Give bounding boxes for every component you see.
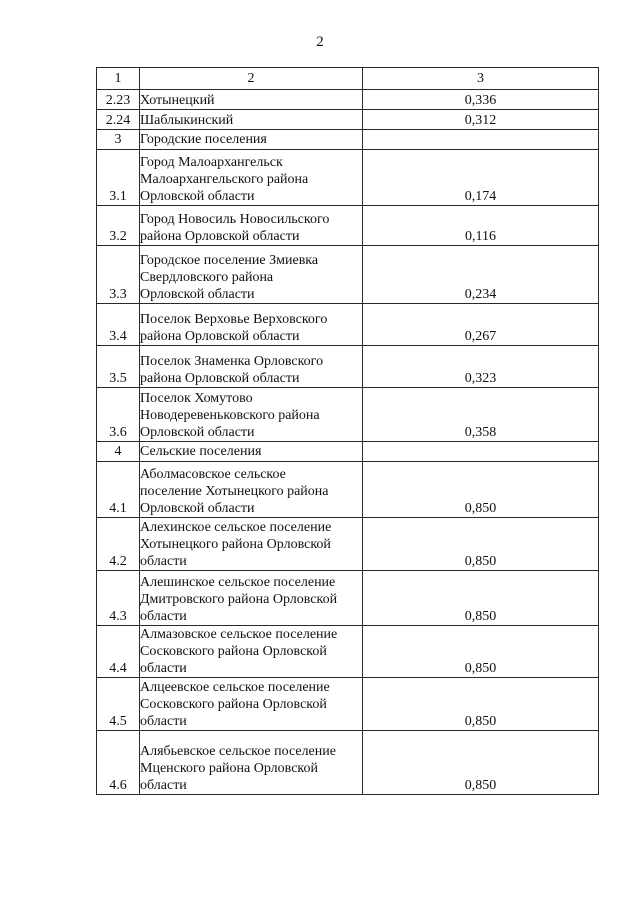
table-row xyxy=(97,90,599,110)
table-row xyxy=(97,304,599,346)
page-number: 2 xyxy=(316,34,324,50)
table-row xyxy=(97,150,599,206)
row-number: 3.2 xyxy=(97,206,140,246)
coefficient-value: 0,850 xyxy=(363,571,599,626)
settlement-name: Алцеевское сельское поселение Сосковского района Орловской области xyxy=(140,678,363,731)
row-number: 3.1 xyxy=(97,150,140,206)
coefficient-value: 0,850 xyxy=(363,518,599,571)
row-number: 4.2 xyxy=(97,518,140,571)
section-row xyxy=(97,442,599,462)
table-row xyxy=(97,731,599,795)
settlement-name: Шаблыкинский xyxy=(140,110,363,130)
row-number: 4.3 xyxy=(97,571,140,626)
table-row xyxy=(97,246,599,304)
row-number: 4 xyxy=(97,442,140,462)
coefficient-table xyxy=(96,67,599,795)
table-row xyxy=(97,518,599,571)
coefficient-value: 0,116 xyxy=(363,206,599,246)
row-number: 4.1 xyxy=(97,462,140,518)
section-title: Сельские поселения xyxy=(140,442,363,462)
row-number: 2.23 xyxy=(97,90,140,110)
table-row xyxy=(97,462,599,518)
table-header-row xyxy=(97,68,599,90)
settlement-name: Городское поселение Змиевка Свердловского района Орловской области xyxy=(140,246,363,304)
header-col-3: 3 xyxy=(363,68,599,90)
row-number: 4.5 xyxy=(97,678,140,731)
row-number: 3 xyxy=(97,130,140,150)
coefficient-value: 0,234 xyxy=(363,246,599,304)
coefficient-value: 0,358 xyxy=(363,388,599,442)
coefficient-value xyxy=(363,442,599,462)
coefficient-value: 0,267 xyxy=(363,304,599,346)
row-number: 3.4 xyxy=(97,304,140,346)
header-col-2: 2 xyxy=(140,68,363,90)
settlement-name: Поселок Хомутово Новодеревеньковского района Орловской области xyxy=(140,388,363,442)
row-number: 3.6 xyxy=(97,388,140,442)
settlement-name: Аболмасовское сельское поселение Хотынецкого района Орловской области xyxy=(140,462,363,518)
coefficient-value: 0,174 xyxy=(363,150,599,206)
table-row xyxy=(97,206,599,246)
coefficient-value: 0,850 xyxy=(363,731,599,795)
table-row xyxy=(97,571,599,626)
coefficient-value: 0,850 xyxy=(363,678,599,731)
row-number: 4.6 xyxy=(97,731,140,795)
table-row xyxy=(97,626,599,678)
row-number: 3.5 xyxy=(97,346,140,388)
coefficient-value: 0,312 xyxy=(363,110,599,130)
settlement-name: Алешинское сельское поселение Дмитровского района Орловской области xyxy=(140,571,363,626)
section-row xyxy=(97,130,599,150)
coefficient-value: 0,336 xyxy=(363,90,599,110)
row-number: 3.3 xyxy=(97,246,140,304)
header-col-1: 1 xyxy=(97,68,140,90)
settlement-name: Алябьевское сельское поселение Мценского района Орловской области xyxy=(140,731,363,795)
settlement-name: Алехинское сельское поселение Хотынецкого района Орловской области xyxy=(140,518,363,571)
coefficient-value xyxy=(363,130,599,150)
table-row xyxy=(97,678,599,731)
coefficient-value: 0,850 xyxy=(363,462,599,518)
table-row xyxy=(97,110,599,130)
section-title: Городские поселения xyxy=(140,130,363,150)
table-row xyxy=(97,388,599,442)
coefficient-value: 0,323 xyxy=(363,346,599,388)
table-row xyxy=(97,346,599,388)
settlement-name: Хотынецкий xyxy=(140,90,363,110)
row-number: 2.24 xyxy=(97,110,140,130)
settlement-name: Поселок Знаменка Орловского района Орловской области xyxy=(140,346,363,388)
coefficient-value: 0,850 xyxy=(363,626,599,678)
settlement-name: Алмазовское сельское поселение Сосковского района Орловской области xyxy=(140,626,363,678)
settlement-name: Поселок Верховье Верховского района Орловской области xyxy=(140,304,363,346)
settlement-name: Город Малоархангельск Малоархангельского района Орловской области xyxy=(140,150,363,206)
settlement-name: Город Новосиль Новосильского района Орловской области xyxy=(140,206,363,246)
row-number: 4.4 xyxy=(97,626,140,678)
